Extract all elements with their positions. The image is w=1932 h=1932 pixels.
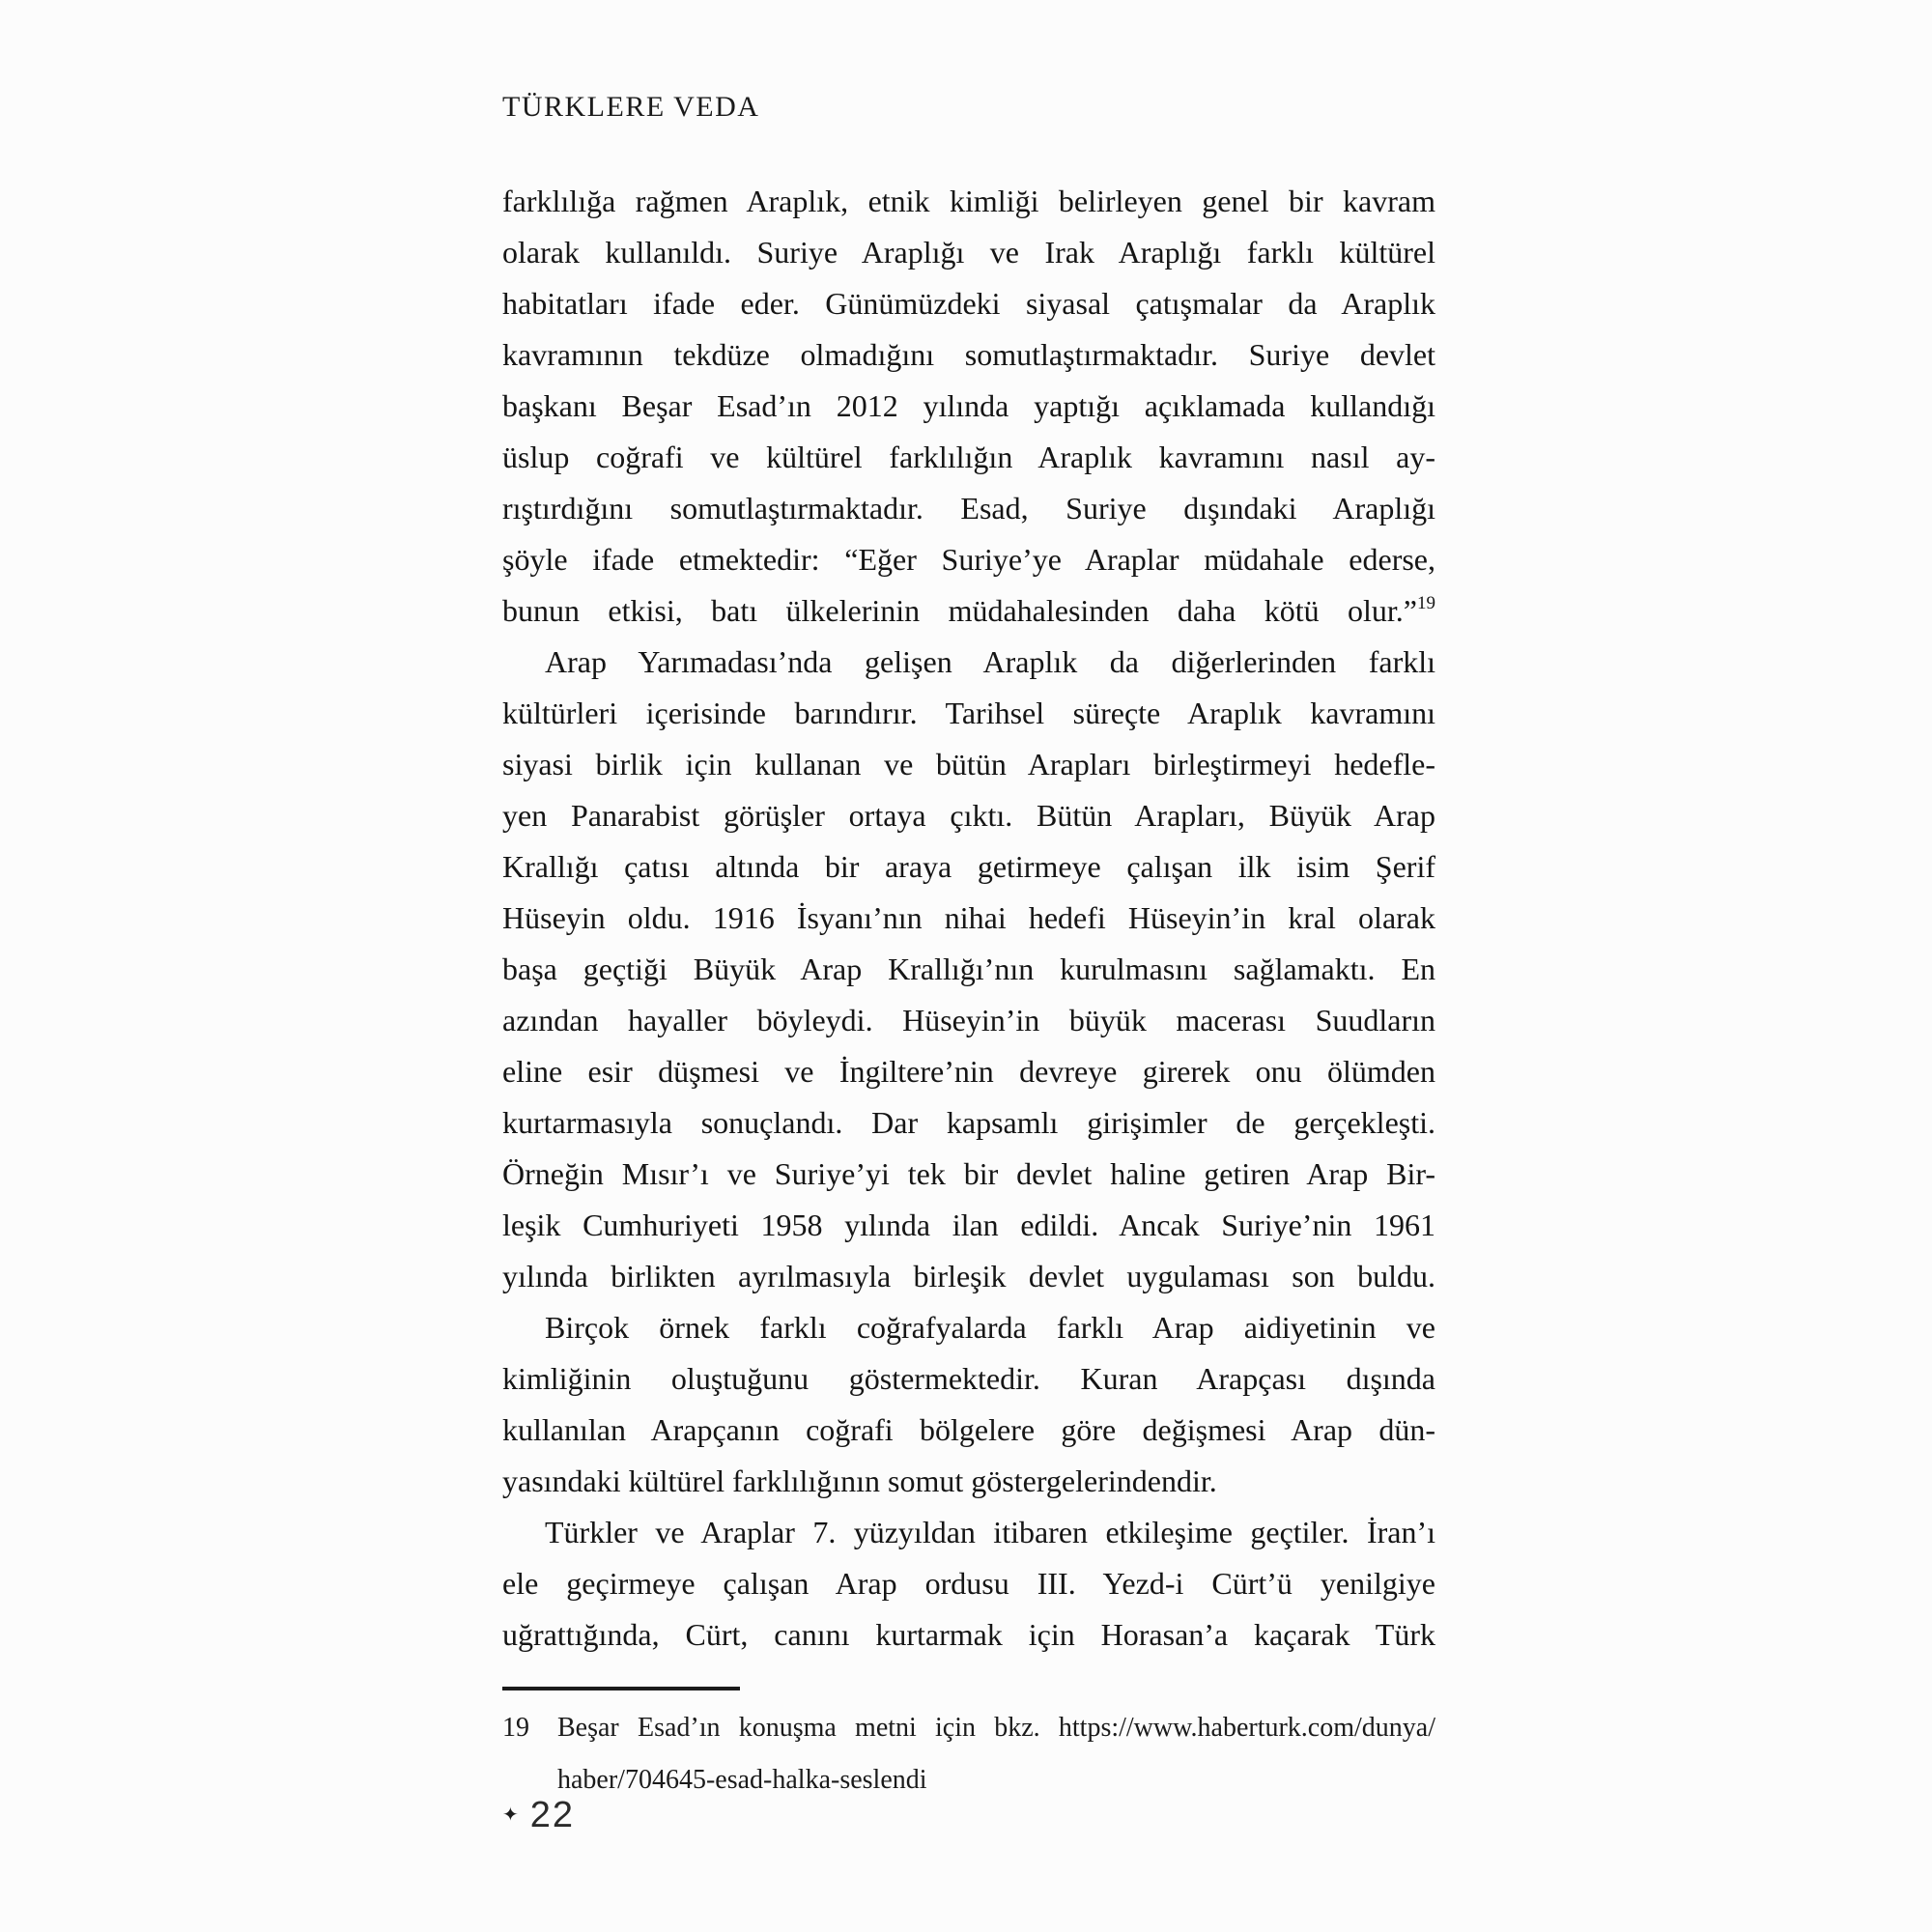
- page-footer: [502, 1795, 575, 1836]
- body-line: [502, 585, 1435, 637]
- body-line: başkanı Beşar Esad’ın 2012 yılında yaptığı açıklamada kullandığı: [502, 388, 1435, 423]
- body-line: kavramının tekdüze olmadığını somutlaştırmaktadır. Suriye devlet: [502, 337, 1435, 372]
- body-line: Krallığı çatısı altında bir araya getirmeye çalışan ilk isim Şerif: [502, 849, 1435, 884]
- body-line: başa geçtiği Büyük Arap Krallığı’nın kurulmasını sağlamaktı. En: [502, 952, 1435, 986]
- body-line: olarak kullanıldı. Suriye Araplığı ve Irak Araplığı farklı kültürel: [502, 235, 1435, 270]
- body-text: [502, 176, 1435, 1661]
- footnote-number: 19: [502, 1713, 529, 1743]
- body-line: yen Panarabist görüşler ortaya çıktı. Bütün Arapları, Büyük Arap: [502, 798, 1435, 833]
- body-line: uğrattığında, Cürt, canını kurtarmak için Horasan’a kaçarak Türk: [502, 1617, 1435, 1652]
- body-line: eline esir düşmesi ve İngiltere’nin devreye girerek onu ölümden: [502, 1054, 1435, 1089]
- body-line: Türkler ve Araplar 7. yüzyıldan itibaren etkileşime geçtiler. İran’ı: [545, 1515, 1435, 1549]
- body-line-text: bunun etkisi, batı ülkelerinin müdahalesinden daha kötü olur.”: [502, 593, 1417, 628]
- body-line: kültürleri içerisinde barındırır. Tarihsel süreçte Araplık kavramını: [502, 696, 1435, 730]
- footnote-text: Beşar Esad’ın konuşma metni için bkz. https://www.haberturk.com/dunya/: [557, 1713, 1435, 1743]
- body-line: azından hayaller böyleydi. Hüseyin’in büyük macerası Suudların: [502, 1003, 1435, 1037]
- body-line: habitatları ifade eder. Günümüzdeki siyasal çatışmalar da Araplık: [502, 286, 1435, 321]
- body-line: rıştırdığını somutlaştırmaktadır. Esad, Suriye dışındaki Araplığı: [502, 491, 1435, 526]
- footnote: [502, 1702, 1435, 1806]
- body-line: şöyle ifade etmektedir: “Eğer Suriye’ye Araplar müdahale ederse,: [502, 542, 1435, 577]
- body-line: kurtarmasıyla sonuçlandı. Dar kapsamlı girişimler de gerçekleşti.: [502, 1105, 1435, 1140]
- footer-star-icon: ✦: [502, 1804, 519, 1826]
- footnote-line: haber/704645-esad-halka-seslendi: [557, 1765, 927, 1795]
- page-number: 22: [529, 1795, 576, 1835]
- body-line: Arap Yarımadası’nda gelişen Araplık da diğerlerinden farklı: [545, 644, 1435, 679]
- body-line: kullanılan Arapçanın coğrafi bölgelere göre değişmesi Arap dün-: [502, 1412, 1435, 1447]
- body-line: Birçok örnek farklı coğrafyalarda farklı Arap aidiyetinin ve: [545, 1310, 1435, 1345]
- body-line: ele geçirmeye çalışan Arap ordusu III. Yezd-i Cürt’ü yenilgiye: [502, 1566, 1435, 1601]
- footnote-rule: [502, 1687, 740, 1690]
- body-line: Hüseyin oldu. 1916 İsyanı’nın nihai hedefi Hüseyin’in kral olarak: [502, 900, 1435, 935]
- body-line: farklılığa rağmen Araplık, etnik kimliği belirleyen genel bir kavram: [502, 184, 1435, 218]
- body-line: üslup coğrafi ve kültürel farklılığın Araplık kavramını nasıl ay-: [502, 440, 1435, 474]
- body-line: Örneğin Mısır’ı ve Suriye’yi tek bir devlet haline getiren Arap Bir-: [502, 1156, 1435, 1191]
- body-line: siyasi birlik için kullanan ve bütün Arapları birleştirmeyi hedefle-: [502, 747, 1435, 781]
- running-header: TÜRKLERE VEDA: [502, 91, 760, 123]
- body-line: yılında birlikten ayrılmasıyla birleşik devlet uygulaması son buldu.: [502, 1259, 1435, 1293]
- body-line: leşik Cumhuriyeti 1958 yılında ilan edildi. Ancak Suriye’nin 1961: [502, 1208, 1435, 1242]
- footnote-line: [502, 1702, 1435, 1754]
- footnote-reference: 19: [1417, 593, 1435, 613]
- body-line: kimliğinin oluştuğunu göstermektedir. Kuran Arapçası dışında: [502, 1361, 1435, 1396]
- body-line: yasındaki kültürel farklılığının somut göstergelerindendir.: [502, 1463, 1217, 1498]
